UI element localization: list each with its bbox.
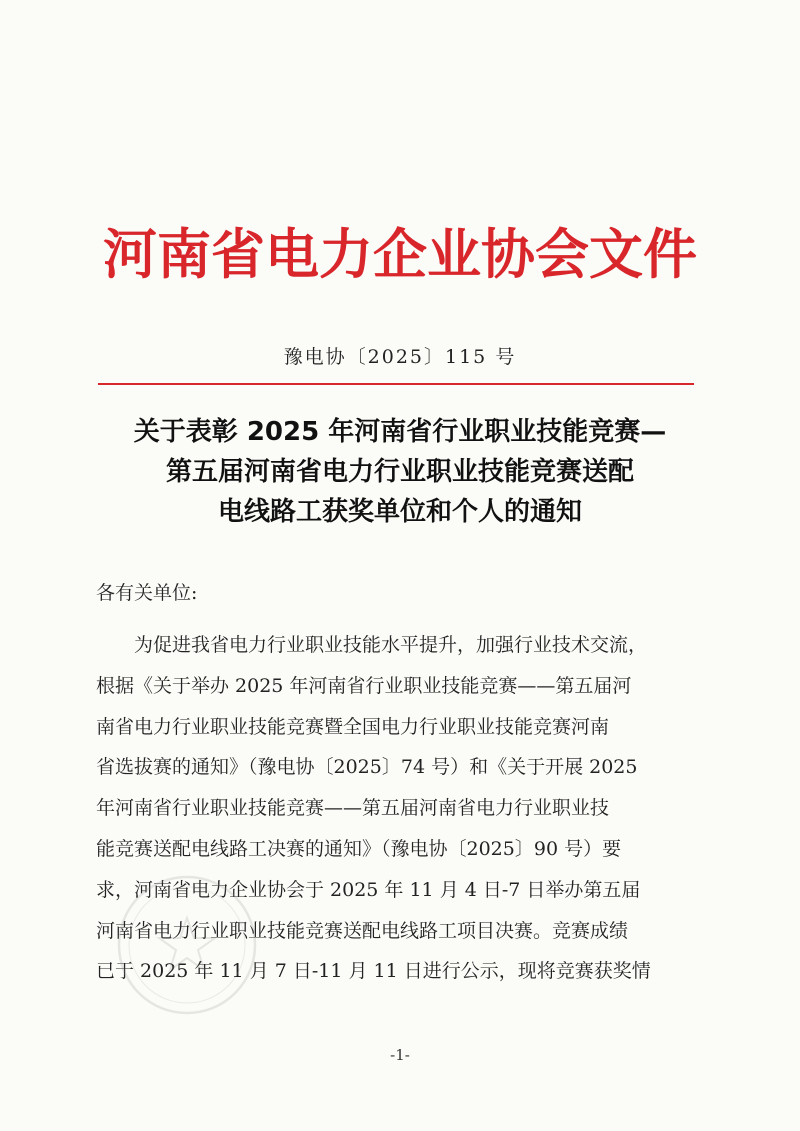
body-line-9: 已于 2025 年 11 月 7 日-11 月 11 日进行公示，现将竞赛获奖情	[96, 960, 651, 983]
notice-title-line-1: 关于表彰 2025 年河南省行业职业技能竞赛—	[133, 417, 667, 447]
body-line-3: 南省电力行业职业技能竞赛暨全国电力行业职业技能竞赛河南	[96, 715, 610, 738]
page-number: -1-	[390, 1046, 410, 1064]
body-line-6: 能竞赛送配电线路工决赛的通知》（豫电协〔2025〕90 号）要	[96, 837, 622, 860]
salutation: 各有关单位:	[96, 582, 198, 604]
red-divider	[98, 383, 694, 385]
notice-title	[60, 412, 740, 532]
body-line-2: 根据《关于举办 2025 年河南省行业职业技能竞赛——第五届河	[96, 674, 632, 697]
notice-title-line-2: 第五届河南省电力行业职业技能竞赛送配	[165, 457, 634, 487]
notice-title-line-3: 电线路工获奖单位和个人的通知	[217, 497, 582, 527]
doc-number: 豫电协〔2025〕115 号	[283, 346, 517, 368]
body-line-5: 年河南省行业职业技能竞赛——第五届河南省电力行业职业技	[96, 797, 610, 820]
body-line-4: 省选拔赛的通知》（豫电协〔2025〕74 号）和《关于开展 2025	[96, 756, 638, 779]
org-title: 河南省电力企业协会文件	[103, 223, 697, 286]
faded-seal-stamp	[112, 870, 262, 1020]
body-line-8: 河南省电力行业职业技能竞赛送配电线路工项目决赛。竞赛成绩	[96, 919, 629, 942]
body-line-7: 求，河南省电力企业协会于 2025 年 11 月 4 日-7 日举办第五届	[96, 878, 641, 901]
body-line-1: 为促进我省电力行业职业技能水平提升，加强行业技术交流，	[134, 634, 648, 656]
